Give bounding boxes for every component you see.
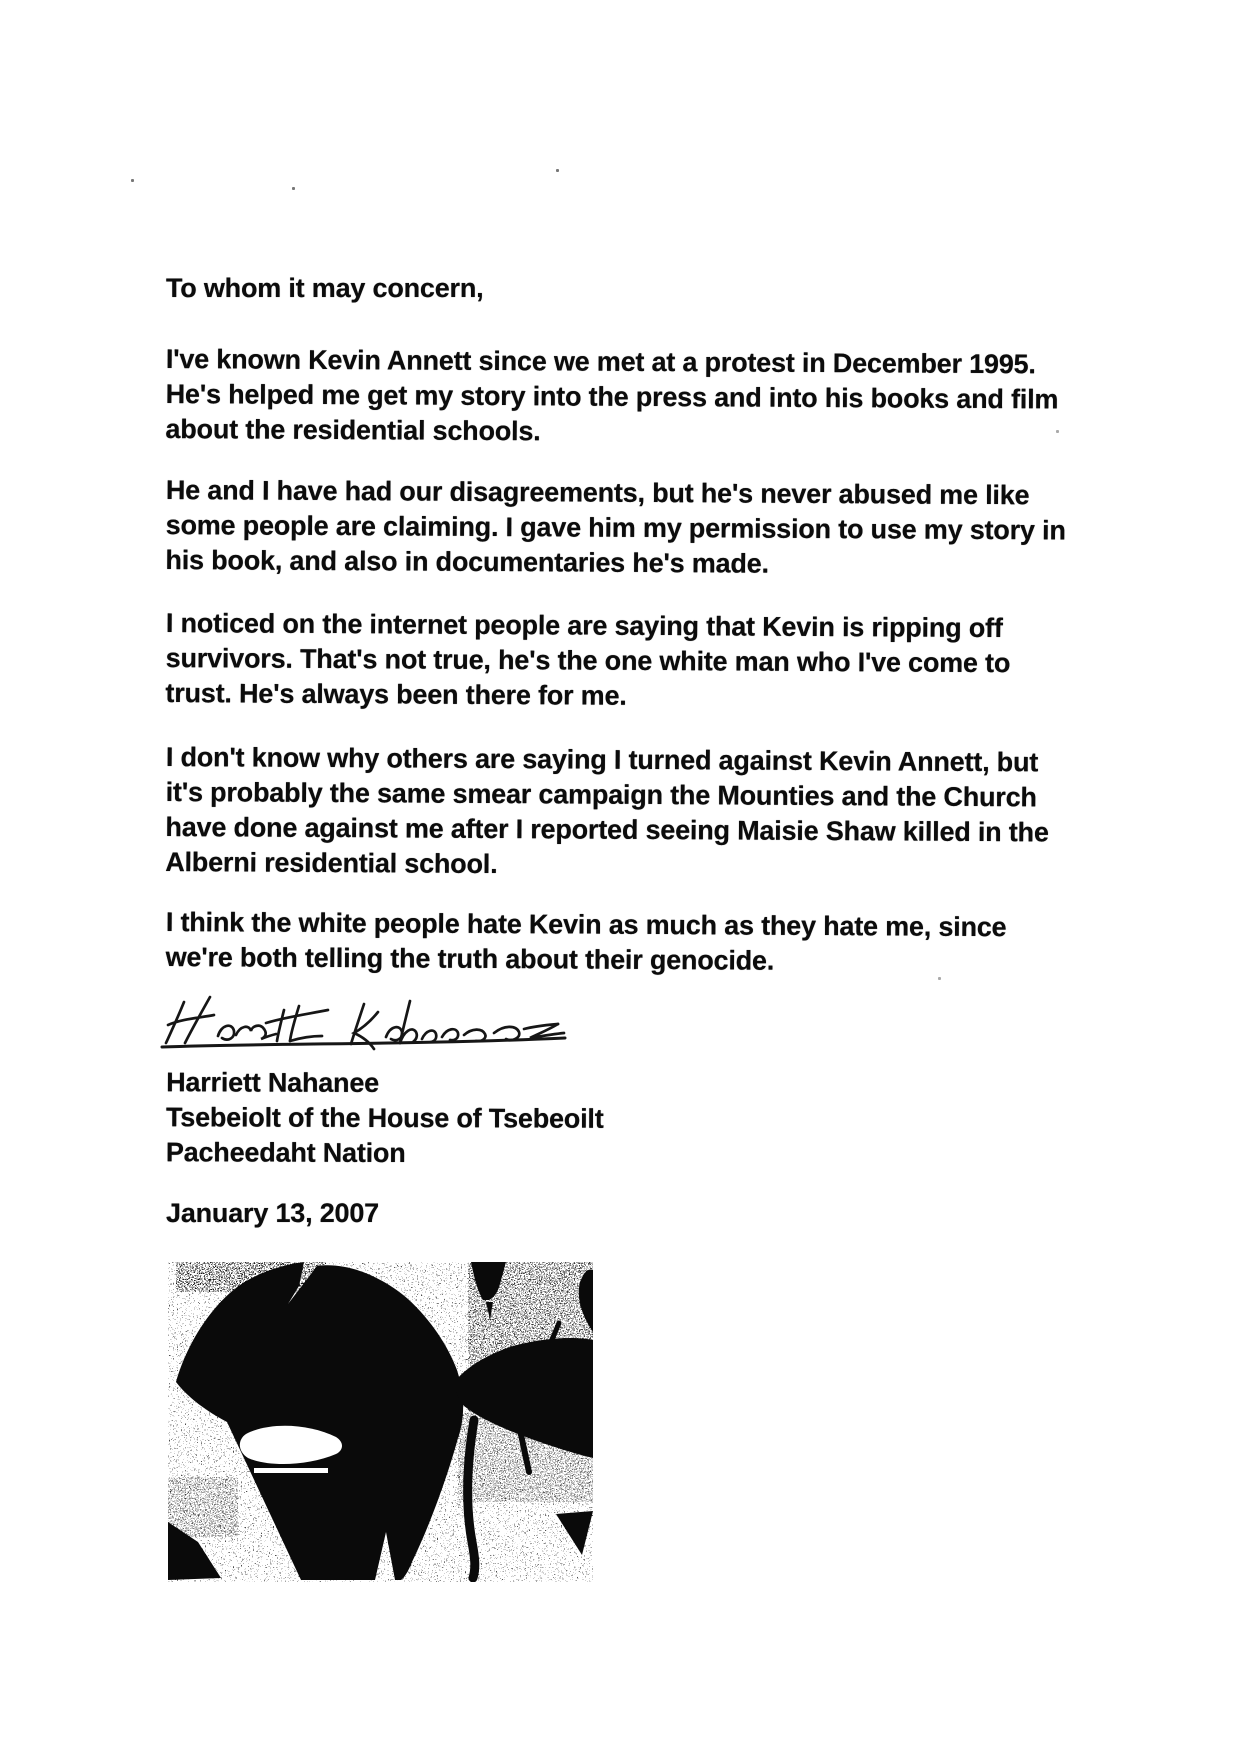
signoff-block xyxy=(166,1065,604,1172)
photo-svg xyxy=(168,1262,593,1582)
scan-speck xyxy=(292,187,295,190)
paragraph-4 xyxy=(165,740,1049,885)
paragraph-line: He's helped me get my story into the press and into his books and film xyxy=(165,378,1059,415)
paragraph-3 xyxy=(165,606,1010,716)
signature-svg xyxy=(160,992,572,1056)
paragraph-line: his book, and also in documentaries he's made. xyxy=(165,544,769,579)
paragraph-5 xyxy=(166,905,1007,980)
paragraph-line: I noticed on the internet people are saying that Kevin is ripping off xyxy=(165,607,1003,644)
paragraph-line: Alberni residential school. xyxy=(165,846,498,880)
signoff-title: Tsebeiolt of the House of Tsebeoilt xyxy=(165,1102,604,1134)
paragraph-2 xyxy=(165,473,1066,583)
paragraph-line: trust. He's always been there for me. xyxy=(165,677,627,711)
paragraph-1 xyxy=(165,342,1058,452)
attached-photo xyxy=(168,1262,593,1587)
paragraph-line: about the residential schools. xyxy=(165,413,541,447)
salutation: To whom it may concern, xyxy=(166,273,484,303)
paragraph-line: I don't know why others are saying I turned against Kevin Annett, but xyxy=(165,741,1039,778)
paragraph-line: we're both telling the truth about their genocide. xyxy=(165,941,775,976)
paragraph-line: survivors. That's not true, he's the one white man who I've come to xyxy=(165,642,1011,679)
signoff-name: Harriett Nahanee xyxy=(166,1067,380,1098)
paragraph-line: I think the white people hate Kevin as much as they hate me, since xyxy=(165,906,1007,943)
paragraph-line: it's probably the same smear campaign the Mounties and the Church xyxy=(165,776,1037,813)
paragraph-line: have done against me after I reported seeing Maisie Shaw killed in the xyxy=(165,811,1049,848)
signature-handwriting xyxy=(160,992,572,1061)
letter-date: January 13, 2007 xyxy=(166,1198,379,1228)
scan-speck xyxy=(131,179,134,182)
scan-speck xyxy=(556,169,559,172)
paragraph-line: He and I have had our disagreements, but he's never abused me like xyxy=(165,474,1030,511)
paragraph-line: I've known Kevin Annett since we met at a protest in December 1995. xyxy=(165,343,1036,380)
signoff-nation: Pacheedaht Nation xyxy=(165,1137,406,1169)
paragraph-line: some people are claiming. I gave him my permission to use my story in xyxy=(165,509,1066,546)
